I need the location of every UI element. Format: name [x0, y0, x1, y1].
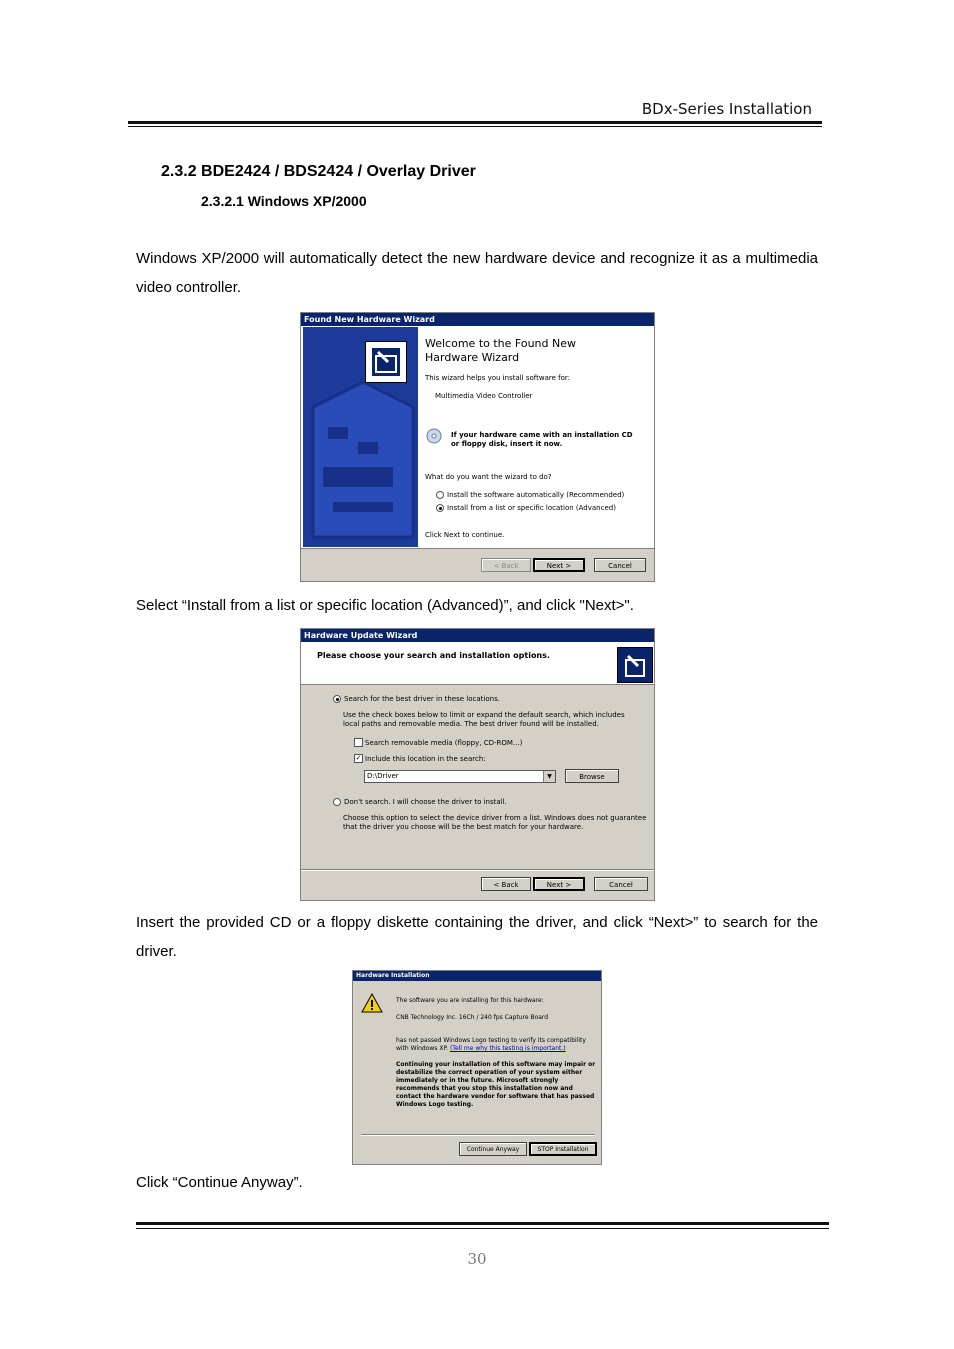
dialog2-titlebar: Hardware Update Wizard [301, 629, 654, 642]
back-button[interactable]: < Back [481, 558, 531, 572]
cd-hint-text: If your hardware came with an installation CD or floppy disk, insert it now. [451, 431, 633, 448]
header-rule [128, 121, 822, 124]
cd-icon [426, 428, 442, 444]
logo-testing-text [396, 1037, 591, 1053]
paragraph-2: Select “Install from a list or specific location (Advanced)”, and click "Next>". [136, 597, 634, 614]
found-new-hardware-dialog [300, 312, 655, 582]
stop-installation-button[interactable]: STOP Installation [529, 1142, 597, 1156]
radio-dont-search[interactable] [333, 798, 341, 806]
paragraph-1: Windows XP/2000 will automatically detect the new hardware device and recognize it as a multimedia video controller. [136, 250, 818, 296]
location-path-value: D:\Driver [367, 772, 399, 780]
warning-line-1: The software you are installing for this hardware: [396, 997, 544, 1004]
search-description: Use the check boxes below to limit or expand the default search, which includes local paths and removable media. The best driver found will be installed. [343, 711, 625, 728]
dialog1-titlebar: Found New Hardware Wizard [301, 313, 654, 326]
paragraph-3: Insert the provided CD or a floppy diskette containing the driver, and click “Next>” to search for the driver. [136, 914, 818, 960]
header-rule-thin [128, 126, 822, 127]
cancel-button[interactable]: Cancel [594, 877, 648, 891]
checkbox-include-location[interactable]: ✓ [355, 754, 362, 762]
checkbox-search-removable-media[interactable] [354, 738, 363, 747]
radio-install-from-list-label: Install from a list or specific location (Advanced) [447, 504, 616, 512]
destabilize-warning: Continuing your installation of this software may impair or destabilize the correct operation of your system either immediately or in the future. Microsoft strongly recommends that you stop this installation now and contact the hardware vendor for software that has passed Windows Logo testing. [396, 1061, 596, 1108]
radio-search-best-driver-label: Search for the best driver in these locations. [344, 695, 500, 703]
tell-me-why-link[interactable]: (Tell me why this testing is important.) [449, 1045, 566, 1052]
back-button[interactable]: < Back [481, 877, 531, 891]
radio-dont-search-label: Don't search. I will choose the driver to install. [344, 798, 507, 806]
next-button[interactable]: Next > [533, 877, 585, 891]
radio-search-best-driver[interactable] [333, 695, 341, 703]
subsection-heading: 2.3.2.1 Windows XP/2000 [201, 193, 367, 209]
logo-testing-line: has not passed Windows Logo testing to verify its compatibility with Windows XP. [396, 1037, 586, 1052]
cancel-button[interactable]: Cancel [594, 558, 646, 572]
next-button[interactable]: Next > [533, 558, 585, 572]
chevron-down-icon[interactable]: ▼ [543, 771, 555, 782]
wizard-hardware-icon [365, 341, 407, 383]
radio-install-automatically-label: Install the software automatically (Recommended) [447, 491, 625, 499]
checkbox-search-removable-media-label: Search removable media (floppy, CD-ROM...) [365, 739, 523, 747]
continue-hint: Click Next to continue. [425, 531, 505, 539]
wizard-intro-text: This wizard helps you install software for: [425, 374, 571, 382]
hardware-update-dialog [300, 628, 655, 901]
wizard-hardware-icon [617, 647, 653, 683]
dialog2-separator [301, 869, 655, 871]
section-heading: 2.3.2 BDE2424 / BDS2424 / Overlay Driver [161, 163, 476, 180]
dialog3-separator [361, 1134, 595, 1136]
dialog3-titlebar: Hardware Installation [353, 971, 601, 981]
running-header: BDx-Series Installation [641, 100, 812, 118]
dialog2-header-text: Please choose your search and installation options. [317, 651, 550, 660]
wizard-question: What do you want the wizard to do? [425, 473, 552, 481]
footer-rule [136, 1222, 829, 1225]
device-name: CNB Technology Inc. 16Ch / 240 fps Capture Board [396, 1014, 549, 1021]
location-path-combobox[interactable] [364, 770, 556, 783]
wizard-side-banner [303, 327, 418, 547]
dont-search-description: Choose this option to select the device driver from a list. Windows does not guarantee that the driver you choose will be the best match for your hardware. [343, 814, 647, 831]
paragraph-4: Click “Continue Anyway”. [136, 1174, 303, 1191]
checkbox-include-location-label: Include this location in the search: [365, 755, 486, 763]
radio-install-from-list[interactable] [436, 504, 444, 512]
continue-anyway-button[interactable]: Continue Anyway [459, 1142, 527, 1156]
hardware-installation-dialog [352, 970, 602, 1165]
dialog2-header-band [301, 642, 655, 685]
page-number: 30 [467, 1250, 487, 1268]
wizard-welcome-title: Welcome to the Found New Hardware Wizard [425, 337, 576, 364]
radio-install-automatically[interactable] [436, 491, 444, 499]
browse-button[interactable]: Browse [565, 769, 619, 783]
device-name: Multimedia Video Controller [435, 392, 533, 400]
warning-icon [361, 993, 383, 1013]
footer-rule-thin [136, 1228, 829, 1229]
